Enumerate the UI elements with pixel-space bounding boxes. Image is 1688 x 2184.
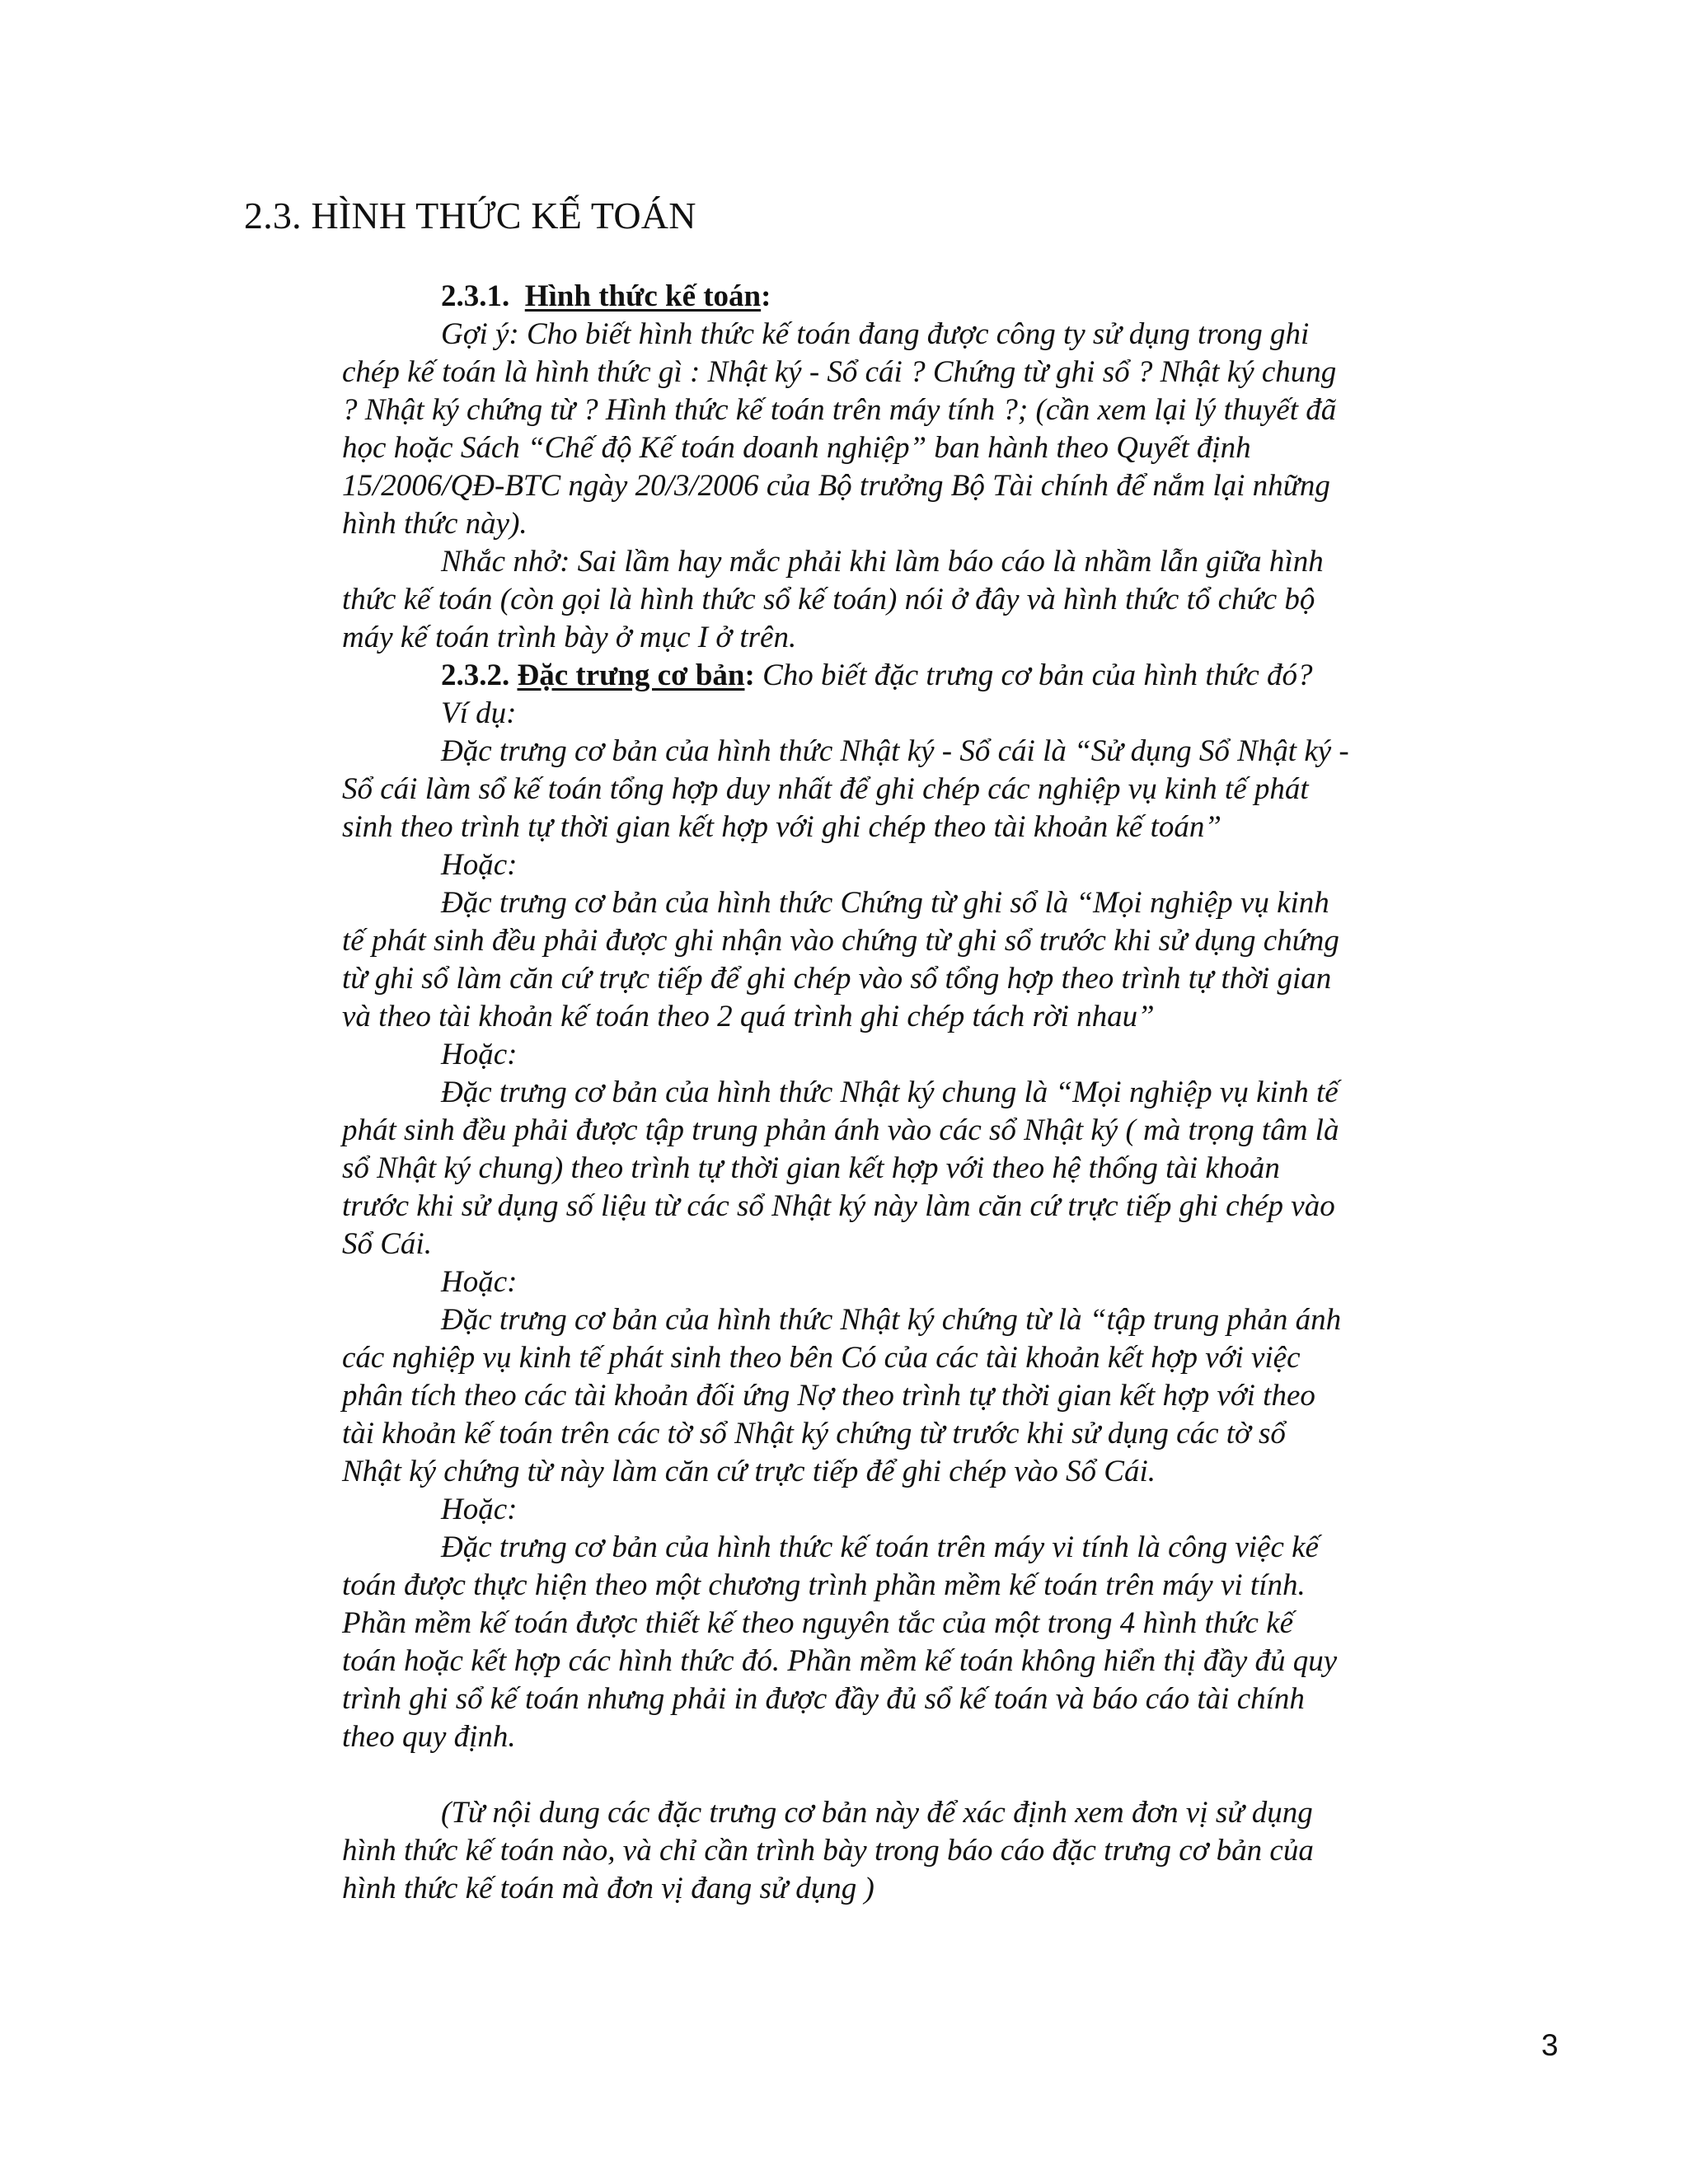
text-line: trước khi sử dụng số liệu từ các sổ Nhật ký này làm căn cứ trực tiếp ghi chép vào [342,1189,1335,1223]
subsection-number: 2.3.1. [441,279,510,313]
document-body [342,278,1447,1908]
text-line: máy kế toán trình bày ở mục I ở trên. [342,621,797,654]
text-line: Sổ Cái. [342,1227,432,1261]
text-line: theo quy định. [342,1720,516,1754]
example-may-vi-tinh [342,1529,1447,1756]
subsection-2-3-1-heading [342,278,1447,316]
text-line: hình thức kế toán nào, và chỉ cần trình bày trong báo cáo đặc trưng cơ bản của [342,1834,1314,1868]
text-line: Gợi ý: Cho biết hình thức kế toán đang được công ty sử dụng trong ghi [441,317,1310,351]
subsection-colon: : [744,658,755,692]
text-line: ? Nhật ký chứng từ ? Hình thức kế toán trên máy tính ?; (cần xem lại lý thuyết đã [342,393,1337,427]
subsection-number: 2.3.2. [441,658,510,692]
text-line: học hoặc Sách “Chế độ Kế toán doanh nghiệp” ban hành theo Quyết định [342,431,1251,465]
hoac-label: Hoặc: [441,1265,518,1299]
text-line: từ ghi sổ làm căn cứ trực tiếp để ghi chép vào sổ tổng hợp theo trình tự thời gian [342,962,1332,996]
subsection-title: Hình thức kế toán [524,279,762,313]
text-line: toán được thực hiện theo một chương trình phần mềm kế toán trên máy vi tính. [342,1568,1306,1602]
text-line: Sổ cái làm sổ kế toán tổng hợp duy nhất để ghi chép các nghiệp vụ kinh tế phát [342,772,1309,806]
text-line: 15/2006/QĐ-BTC ngày 20/3/2006 của Bộ trưởng Bộ Tài chính để nắm lại những [342,469,1330,503]
text-line: Đặc trưng cơ bản của hình thức kế toán trên máy vi tính là công việc kế [441,1530,1319,1564]
text-line: Đặc trưng cơ bản của hình thức Nhật ký chứng từ là “tập trung phản ánh [441,1303,1342,1337]
text-line: sinh theo trình tự thời gian kết hợp với ghi chép theo tài khoản kế toán” [342,810,1221,844]
text-line: Nhắc nhở: Sai lầm hay mắc phải khi làm báo cáo là nhầm lẫn giữa hình [441,545,1324,579]
text-line: (Từ nội dung các đặc trưng cơ bản này để xác định xem đơn vị sử dụng [441,1796,1313,1830]
text-line: Phần mềm kế toán được thiết kế theo nguyên tắc của một trong 4 hình thức kế [342,1606,1294,1640]
text-line: sổ Nhật ký chung) theo trình tự thời gian kết hợp với theo hệ thống tài khoản [342,1151,1280,1185]
text-line: các nghiệp vụ kinh tế phát sinh theo bên Có của các tài khoản kết hợp với việc [342,1341,1301,1375]
hoac-label: Hoặc: [441,1493,518,1526]
text-line: Đặc trưng cơ bản của hình thức Nhật ký - Sổ cái là “Sử dụng Sổ Nhật ký - [441,734,1349,768]
text-line: toán hoặc kết hợp các hình thức đó. Phần mềm kế toán không hiển thị đầy đủ quy [342,1644,1338,1678]
section-heading: 2.3. HÌNH THỨC KẾ TOÁN [244,194,696,237]
text-line: tài khoản kế toán trên các tờ sổ Nhật ký chứng từ trước khi sử dụng các tờ sổ [342,1417,1286,1451]
vi-du-label: Ví dụ: [441,696,517,730]
page-number: 3 [1541,2028,1559,2062]
text-line: phát sinh đều phải được tập trung phản ánh vào các sổ Nhật ký ( mà trọng tâm là [342,1113,1339,1147]
text-line: và theo tài khoản kế toán theo 2 quá trình ghi chép tách rời nhau” [342,1000,1155,1033]
text-line: Nhật ký chứng từ này làm căn cứ trực tiếp để ghi chép vào Sổ Cái. [342,1455,1156,1488]
paragraph-gap [342,1756,1447,1794]
text-line: Đặc trưng cơ bản của hình thức Chứng từ ghi sổ là “Mọi nghiệp vụ kinh [441,886,1329,920]
text-line: hình thức kế toán mà đơn vị đang sử dụng ) [342,1872,874,1905]
hoac-label: Hoặc: [441,848,518,882]
text-line: Đặc trưng cơ bản của hình thức Nhật ký chung là “Mọi nghiệp vụ kinh tế [441,1076,1339,1109]
example-nhat-ky-so-cai [342,733,1447,846]
closing-note [342,1794,1447,1908]
example-nhat-ky-chung-tu [342,1301,1447,1491]
subsection-title: Đặc trưng cơ bản [517,658,745,692]
nhac-nho-paragraph [342,543,1447,657]
text-line: tế phát sinh đều phải được ghi nhận vào chứng từ ghi sổ trước khi sử dụng chứng [342,924,1339,958]
text-line: trình ghi sổ kế toán nhưng phải in được đầy đủ sổ kế toán và báo cáo tài chính [342,1682,1305,1716]
example-nhat-ky-chung [342,1074,1447,1263]
subsection-colon: : [761,279,771,313]
subsection-description: Cho biết đặc trưng cơ bản của hình thức đó? [754,658,1313,692]
text-line: hình thức này). [342,507,528,541]
goi-y-paragraph [342,316,1447,543]
subsection-2-3-2-heading [342,657,1447,695]
text-line: thức kế toán (còn gọi là hình thức sổ kế toán) nói ở đây và hình thức tổ chức bộ [342,583,1315,616]
hoac-label: Hoặc: [441,1038,518,1071]
text-line: chép kế toán là hình thức gì : Nhật ký - Sổ cái ? Chứng từ ghi sổ ? Nhật ký chung [342,355,1337,389]
example-chung-tu-ghi-so [342,884,1447,1036]
text-line: phân tích theo các tài khoản đối ứng Nợ theo trình tự thời gian kết hợp với theo [342,1379,1315,1413]
